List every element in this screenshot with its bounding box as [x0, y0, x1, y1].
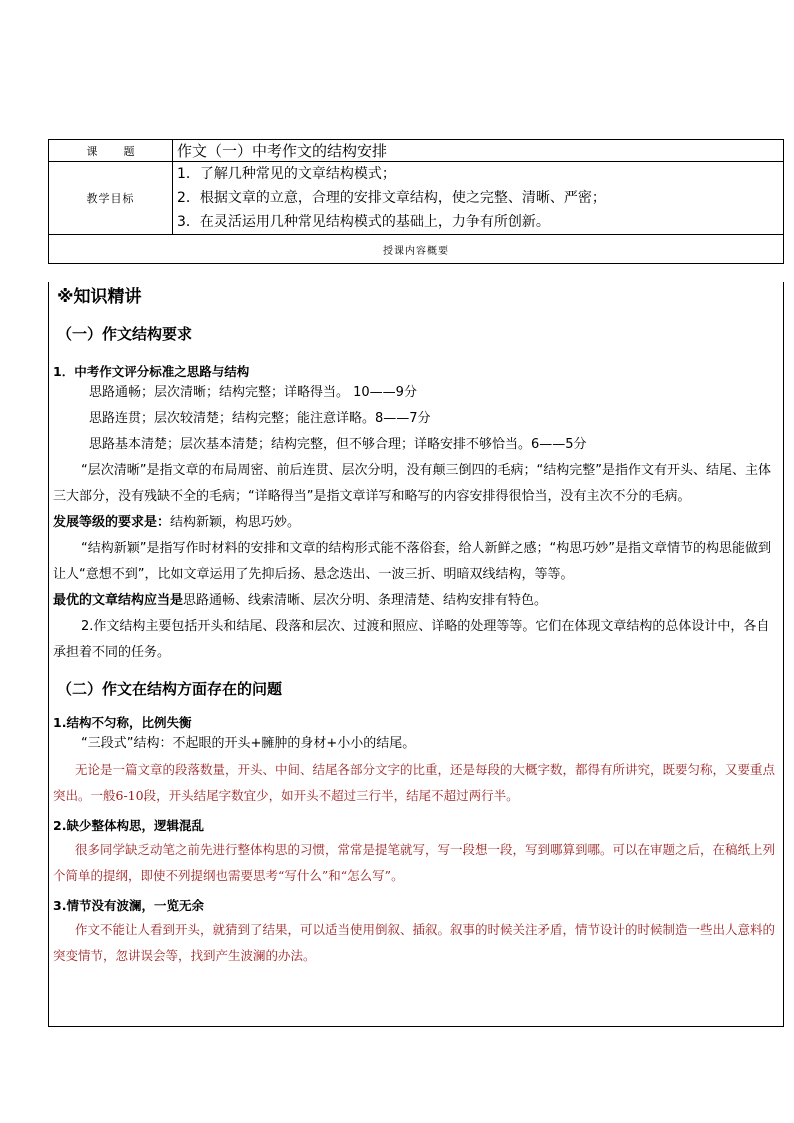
content-box — [48, 282, 784, 1027]
section1-heading: （一）作文结构要求 — [57, 325, 193, 343]
problem-1-title: 1.结构不匀称，比例失衡 — [53, 715, 192, 730]
problem-3-detail: 作文不能让人看到开头，就猜到了结果，可以适当使用倒叙、插叙。叙事的时候关注矛盾，情节设计的时候制造一些出人意料的突变情节，忽讲误会等，找到产生波澜的办法。 — [53, 922, 776, 963]
lesson-header-table — [48, 139, 784, 264]
lesson-page — [48, 139, 784, 1027]
goal-item: 3．在灵活运用几种常见结构模式的基础上，力争有所创新。 — [177, 214, 550, 230]
sub1-heading: 1．中考作文评分标准之思路与结构 — [53, 364, 250, 379]
best-value: 思路通畅、线索清晰、层次分明、条理清楚、结构安排有特色。 — [183, 593, 548, 608]
section2-heading: （二）作文在结构方面存在的问题 — [57, 680, 283, 698]
dev-value: 结构新颖，构思巧妙。 — [170, 515, 301, 530]
point-2-number: 2. — [81, 619, 94, 634]
criteria-line: 思路基本清楚；层次基本清楚；结构完整，但不够合理；详略安排不够恰当。6——5分 — [89, 437, 587, 452]
dev-label: 发展等级的要求是： — [53, 515, 171, 530]
goal-item: 1．了解几种常见的文章结构模式； — [177, 166, 396, 182]
goals-cell — [173, 162, 784, 235]
section-title: ※知识精讲 — [57, 287, 142, 307]
point-2-text: 作文结构主要包括开头和结尾、段落和层次、过渡和照应、详略的处理等等。它们在体现文章结构的总体设计中，各自承担着不同的任务。 — [53, 619, 770, 660]
development-explanation: “结构新颖”是指写作时材料的安排和文章的结构形式能不落俗套，给人新鲜之感；“构思巧妙”是指文章情节的构思能做到让人“意想不到”，比如文章运用了先抑后扬、悬念迭出、一波三折、明暗双线结构，等等。 — [53, 541, 771, 582]
criteria-explanation: “层次清晰”是指文章的布局周密、前后连贯、层次分明，没有颠三倒四的毛病；“结构完整”是指作文有开头、结尾、主体三大部分，没有残缺不全的毛病；“详略得当”是指文章详写和略写的内容安排得很恰当，没有主次不分的毛病。 — [53, 463, 771, 504]
problem-2-title: 2.缺少整体构思，逻辑混乱 — [53, 818, 204, 833]
criteria-line: 思路连贯；层次较清楚；结构完整；能注意详略。8——7分 — [89, 411, 431, 426]
goal-item: 2．根据文章的立意，合理的安排文章结构，使之完整、清晰、严密； — [177, 190, 606, 206]
problem-3-title: 3.情节没有波澜，一览无余 — [53, 898, 204, 913]
development-requirement — [53, 510, 779, 536]
point-2 — [53, 614, 779, 666]
problem-2-detail: 很多同学缺乏动笔之前先进行整体构思的习惯，常常是提笔就写，写一段想一段，写到哪算到哪。可以在审题之后，在稿纸上列个简单的提纲，即使不列提纲也需要思考“写什么”和“怎么写”。 — [53, 842, 776, 883]
problem-1-line: “三段式”结构：不起眼的开头+臃肿的身材+小小的结尾。 — [81, 736, 416, 751]
summary-label: 授课内容概要 — [49, 235, 784, 264]
goals-label: 教学目标 — [49, 162, 173, 235]
problem-1-detail: 无论是一篇文章的段落数量，开头、中间、结尾各部分文字的比重，还是每段的大概字数，都得有所讲究，既要匀称，又要重点突出。一般6-10段，开头结尾字数宜少，如开头不超过三行半，结尾不超过两行半。 — [53, 762, 776, 803]
best-structure — [53, 588, 779, 614]
best-label: 最优的文章结构应当是 — [53, 593, 184, 608]
topic-label: 课题 — [49, 140, 173, 162]
criteria-line: 思路通畅；层次清晰；结构完整；详略得当。 10——9分 — [89, 385, 417, 400]
topic-value: 作文（一）中考作文的结构安排 — [173, 140, 784, 162]
